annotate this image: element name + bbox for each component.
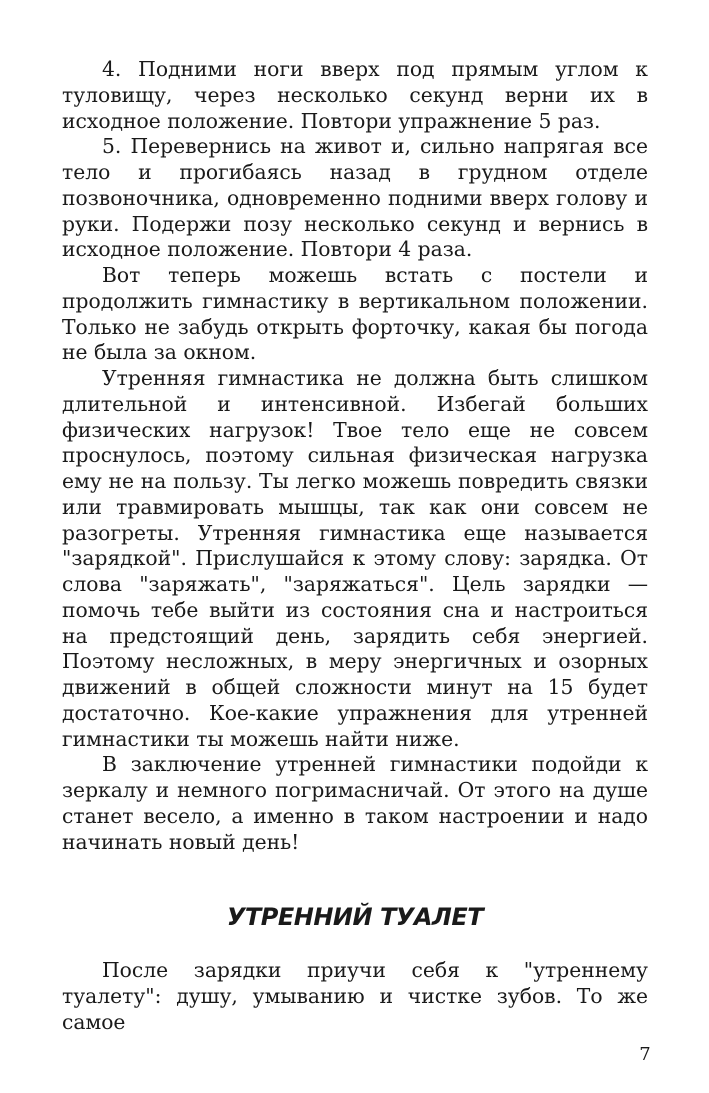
paragraph: 5. Перевернись на живот и, сильно напрягая все тело и прогибаясь назад в грудном отделе позвоночника, одновременно подними вверх голову и руки. Подержи позу несколько секунд и вернись в исходное положение. Повтори 4 раза.: [62, 134, 648, 262]
main-text: [62, 57, 648, 855]
section-heading: УТРЕННИЙ ТУАЛЕТ: [226, 903, 484, 931]
paragraph: 4. Подними ноги вверх под прямым углом к туловищу, через несколько секунд верни их в исходное положение. Повтори упражнение 5 раз.: [62, 57, 648, 133]
paragraph: В заключение утренней гимнастики подойди к зеркалу и немного погримасничай. От этого на душе станет весело, а именно в таком настроении и надо начинать новый день!: [62, 752, 648, 854]
page-number: 7: [639, 1044, 651, 1065]
paragraph: После зарядки приучи себя к "утреннему туалету": душу, умыванию и чистке зубов. То же самое: [62, 958, 648, 1034]
paragraph: Утренняя гимнастика не должна быть слишком длительной и интенсивной. Избегай больших физических нагрузок! Твое тело еще не совсем проснулось, поэтому сильная физическая нагрузка ему не на пользу. Ты легко можешь повредить связки или травмировать мышцы, так как они совсем не разогреты. Утренняя гимнастика еще называется "зарядкой". Прислушайся к этому слову: зарядка. От слова "заряжать", "заряжаться". Цель зарядки — помочь тебе выйти из состояния сна и настроиться на предстоящий день, зарядить себя энергией. Поэтому несложных, в меру энергичных и озорных движений в общей сложности минут на 15 будет достаточно. Кое-какие упражнения для утренней гимнастики ты можешь найти ниже.: [62, 366, 648, 751]
section-text: [62, 958, 648, 1035]
paragraph: Вот теперь можешь встать с постели и продолжить гимнастику в вертикальном положении. Только не забудь открыть форточку, какая бы погода не была за окном.: [62, 263, 648, 365]
